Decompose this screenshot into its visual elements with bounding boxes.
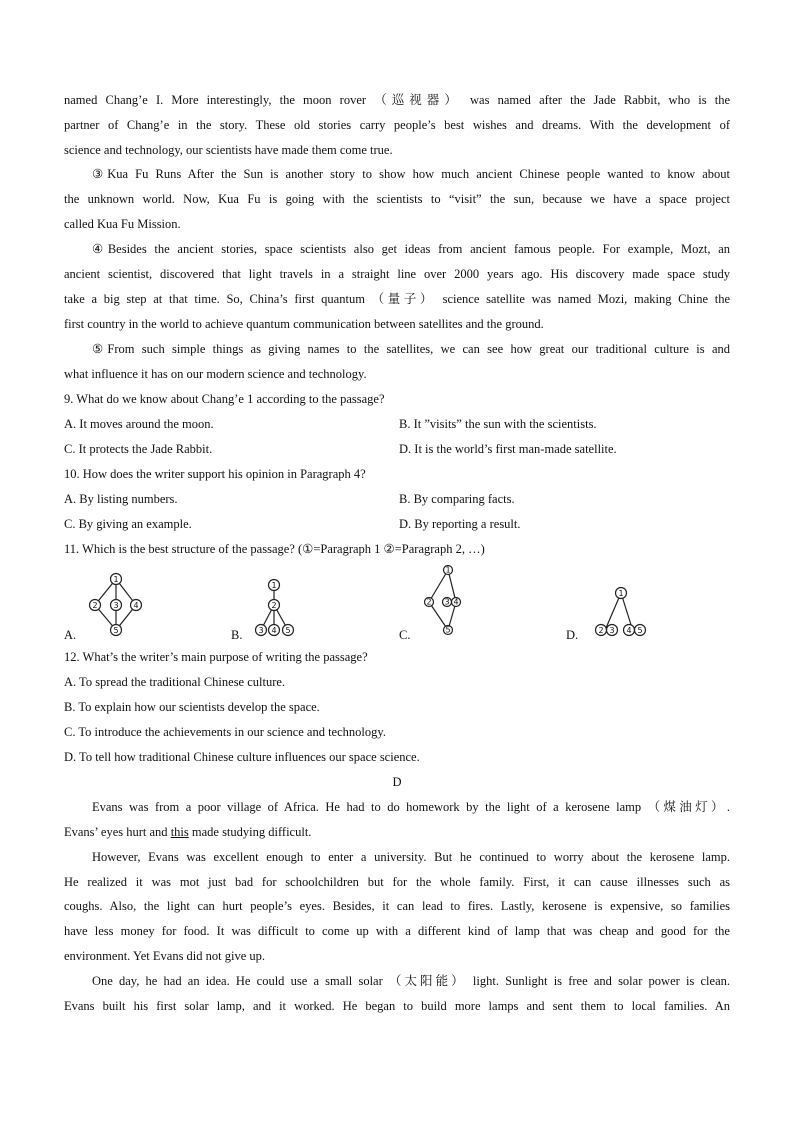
question-12-stem: 12. What’s the writer’s main purpose of writing the passage? [64,650,368,664]
q9-option-b: B. It ”visits” the sun with the scientists. [399,417,597,431]
paragraph-3-start: ③Kua Fu Runs After the Sun is another story to show how much ancient Chinese people wanted to know about [92,167,730,181]
q10-option-c: C. By giving an example. [64,517,192,531]
passage-line: partner of Chang’e in the story. These old stories carry people’s best wishes and dreams. With the development of [64,118,730,132]
svg-text:1: 1 [271,581,277,590]
structure-diagram-a [86,570,150,638]
passage-line: what influence it has on our modern science and technology. [64,367,367,381]
svg-text:5: 5 [113,626,119,635]
svg-text:5: 5 [445,625,451,635]
q9-option-d: D. It is the world’s first man-made satellite. [399,442,617,456]
passage-d-line: One day, he had an idea. He could use a small solar （太阳能） light. Sunlight is free and solar power is clean. [92,974,730,988]
q9-option-c: C. It protects the Jade Rabbit. [64,442,213,456]
passage-d-line [64,824,730,840]
svg-text:2: 2 [426,597,432,607]
passage-line: first country in the world to achieve quantum communication between satellites and the ground. [64,317,544,331]
svg-text:3: 3 [113,601,119,610]
q10-option-a: A. By listing numbers. [64,492,178,506]
section-heading-d: D [392,775,402,789]
svg-text:1: 1 [618,589,624,598]
underlined-word-this: this [170,825,189,839]
paragraph-5-start: ⑤From such simple things as giving names to the satellites, we can see how great our traditional culture is and [92,342,730,356]
passage-d-line: Evans built his first solar lamp, and it worked. He began to build more lamps and sent them to local families. An [64,999,730,1013]
q11-option-c-label: C. [399,628,411,642]
svg-text:4: 4 [626,626,632,635]
svg-text:4: 4 [453,597,459,607]
passage-line: the unknown world. Now, Kua Fu is going with the scientists to “visit” the sun, because we have a space project [64,192,730,206]
q10-option-b: B. By comparing facts. [399,492,515,506]
text-segment: made studying difficult. [188,825,312,839]
passage-d-line: coughs. Also, the light can hurt people’s eyes. Besides, it can lead to fires. Lastly, kerosene is expensive, so families [64,899,730,913]
structure-diagram-b [252,576,300,638]
structure-diagram-c [420,562,466,638]
svg-text:1: 1 [113,575,119,584]
question-11-stem: 11. Which is the best structure of the passage? (①=Paragraph 1 ②=Paragraph 2, …) [64,542,485,556]
svg-text:5: 5 [637,626,643,635]
svg-text:4: 4 [133,601,139,610]
question-10-stem: 10. How does the writer support his opinion in Paragraph 4? [64,467,366,481]
q11-option-a-label: A. [64,628,77,642]
text-segment: Evans’ eyes hurt and [64,825,171,839]
svg-text:3: 3 [444,597,450,607]
passage-d-line: have less money for food. It was difficult to come up with a different kind of lamp that was cheap and good for the [64,924,730,938]
q12-option-c: C. To introduce the achievements in our science and technology. [64,725,386,739]
q12-option-b: B. To explain how our scientists develop the space. [64,700,320,714]
passage-d-line: environment. Yet Evans did not give up. [64,949,266,963]
q10-option-d: D. By reporting a result. [399,517,521,531]
passage-d-line: He realized it was mot just bad for schoolchildren but for the whole family. First, it can cause illnesses such as [64,875,730,889]
svg-text:3: 3 [609,626,615,635]
question-9-stem: 9. What do we know about Chang’e 1 according to the passage? [64,392,385,406]
paragraph-4-start: ④Besides the ancient stories, space scientists also get ideas from ancient famous people. For example, Mozt, an [92,242,730,256]
q12-option-a: A. To spread the traditional Chinese culture. [64,675,286,689]
svg-text:5: 5 [285,626,291,635]
passage-line: called Kua Fu Mission. [64,217,181,231]
q9-option-a: A. It moves around the moon. [64,417,214,431]
passage-line: ancient scientist, discovered that light travels in a straight line over 2000 years ago. His discovery made space study [64,267,730,281]
passage-line: science and technology, our scientists have made them come true. [64,143,393,157]
q11-option-d-label: D. [566,628,579,642]
svg-text:2: 2 [598,626,604,635]
q11-option-b-label: B. [231,628,243,642]
svg-text:1: 1 [445,565,451,575]
structure-diagram-d [592,584,650,638]
q12-option-d: D. To tell how traditional Chinese culture influences our space science. [64,750,420,764]
passage-line: take a big step at that time. So, China’s first quantum （量子） science satellite was named Mozi, making Chine the [64,292,730,306]
svg-text:2: 2 [92,601,98,610]
svg-text:2: 2 [271,601,277,610]
passage-line: named Chang’e I. More interestingly, the moon rover （巡视器） was named after the Jade Rabbit, who is the [64,93,730,107]
passage-d-line: Evans was from a poor village of Africa. He had to do homework by the light of a kerosene lamp （煤油灯）. [92,800,730,814]
passage-d-line: However, Evans was excellent enough to enter a university. But he continued to worry about the kerosene lamp. [92,850,730,864]
svg-text:3: 3 [258,626,264,635]
svg-text:4: 4 [271,626,277,635]
